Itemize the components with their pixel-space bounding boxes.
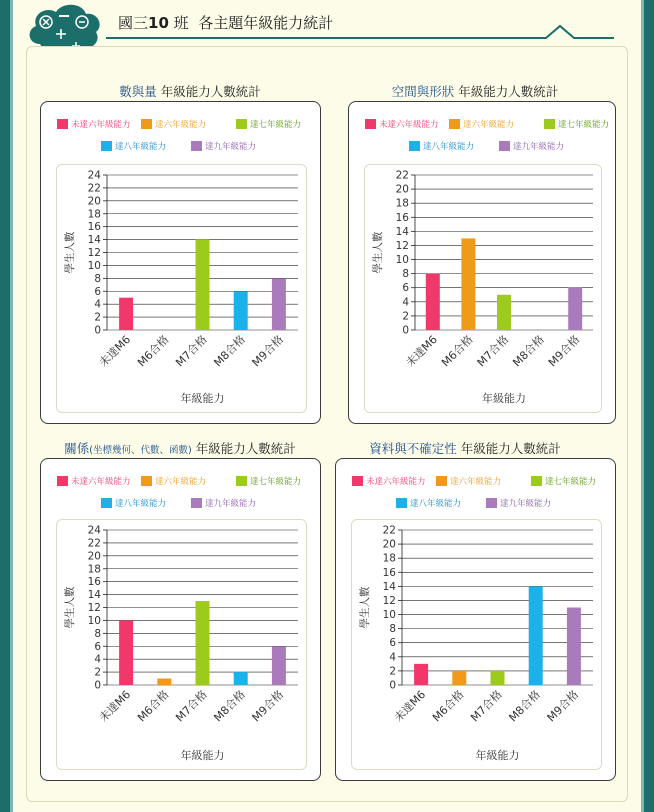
- bar: [567, 608, 581, 686]
- legend-label: 達八年級能力: [115, 499, 167, 509]
- x-tick-label: M8合格: [506, 687, 543, 725]
- legend-swatch: [141, 119, 152, 129]
- bar: [452, 671, 466, 685]
- bar: [461, 238, 475, 330]
- y-tick-label: 20: [382, 538, 396, 551]
- chart-topic-sub: (坐標幾何、代數、函數): [89, 445, 192, 456]
- legend-label: 達八年級能力: [423, 142, 475, 152]
- legend-label: 未達六年級能力: [71, 477, 131, 487]
- y-tick-label: 4: [389, 651, 396, 664]
- y-tick-label: 2: [94, 311, 101, 324]
- x-tick-label: M9合格: [544, 687, 582, 725]
- y-tick-label: 18: [395, 197, 409, 210]
- legend-label: 達八年級能力: [410, 499, 462, 509]
- legend-item: [236, 118, 301, 130]
- y-tick-label: 20: [87, 195, 101, 208]
- x-tick-label: M9合格: [249, 687, 287, 725]
- y-tick-label: 12: [382, 594, 396, 607]
- y-tick-label: 0: [389, 679, 396, 692]
- legend-item: [449, 118, 514, 130]
- legend-label: 達六年級能力: [155, 120, 207, 130]
- legend-label: 達六年級能力: [155, 477, 207, 487]
- legend-item: [531, 475, 596, 487]
- legend-label: 未達六年級能力: [379, 120, 439, 130]
- y-tick-label: 4: [402, 296, 409, 309]
- y-tick-label: 16: [395, 211, 409, 224]
- chart-title-suffix: 年級能力人數統計: [456, 441, 561, 456]
- x-tick-label: M7合格: [468, 687, 505, 725]
- bar: [196, 240, 210, 330]
- y-tick-label: 0: [402, 324, 409, 337]
- chart-title: [119, 82, 261, 100]
- y-tick-label: 14: [87, 589, 101, 602]
- legend-swatch: [352, 476, 363, 486]
- x-tick-label: 未達M6: [96, 332, 134, 370]
- chart-title-suffix: 年級能力人數統計: [191, 441, 296, 456]
- bar: [196, 601, 210, 685]
- bar: [529, 586, 543, 685]
- x-tick-label: 未達M6: [403, 332, 440, 370]
- legend-label: 達六年級能力: [450, 477, 502, 487]
- legend-item: [409, 140, 474, 152]
- y-tick-label: 22: [382, 524, 396, 537]
- y-tick-label: 18: [382, 552, 396, 565]
- chart-topic: 數與量: [119, 84, 157, 99]
- y-tick-label: 22: [87, 182, 101, 195]
- y-tick-label: 6: [389, 637, 396, 650]
- chart-topic: 資料與不確定性: [369, 441, 457, 456]
- x-tick-label: M9合格: [249, 332, 287, 370]
- bar-chart-svg: [57, 520, 306, 769]
- legend-item: [101, 140, 166, 152]
- y-tick-label: 8: [389, 623, 396, 636]
- y-tick-label: 6: [94, 285, 101, 298]
- y-tick-label: 2: [389, 665, 396, 678]
- legend-swatch: [486, 498, 497, 508]
- y-tick-label: 8: [94, 272, 101, 285]
- chart-card: [348, 101, 616, 424]
- y-tick-label: 4: [94, 653, 101, 666]
- legend-swatch: [191, 498, 202, 508]
- legend-swatch: [236, 476, 247, 486]
- x-tick-label: M7合格: [173, 332, 210, 370]
- chart-card: [40, 101, 321, 424]
- legend-label: 達七年級能力: [558, 120, 610, 130]
- chart-card: [40, 458, 321, 781]
- legend-item: [365, 118, 439, 130]
- bar: [157, 679, 171, 685]
- legend-label: 達九年級能力: [500, 499, 552, 509]
- y-tick-label: 2: [402, 310, 409, 323]
- legend-item: [191, 497, 256, 509]
- x-tick-label: M8合格: [211, 332, 248, 370]
- bar: [272, 278, 286, 330]
- bar: [491, 671, 505, 685]
- legend-label: 達八年級能力: [115, 142, 167, 152]
- y-tick-label: 10: [395, 254, 409, 267]
- legend-label: 達七年級能力: [250, 477, 302, 487]
- y-axis-label: 學生人數: [372, 231, 384, 274]
- legend-swatch: [191, 141, 202, 151]
- legend-label: 未達六年級能力: [366, 477, 426, 487]
- y-tick-label: 20: [395, 183, 409, 196]
- chart-title: [369, 439, 561, 457]
- legend-item: [236, 475, 301, 487]
- chart-title: [392, 82, 559, 100]
- x-axis-label: 年級能力: [180, 392, 225, 405]
- x-tick-label: M8合格: [211, 687, 248, 725]
- legend-swatch: [449, 119, 460, 129]
- bar: [497, 295, 511, 330]
- bar: [568, 288, 582, 330]
- x-tick-label: M6合格: [439, 332, 476, 370]
- legend-item: [499, 140, 564, 152]
- legend-item: [141, 475, 206, 487]
- legend-swatch: [57, 119, 68, 129]
- bar-chart-svg: [57, 165, 306, 412]
- legend-item: [141, 118, 206, 130]
- x-tick-label: M6合格: [135, 687, 172, 725]
- x-tick-label: M9合格: [545, 332, 583, 370]
- y-tick-label: 22: [87, 537, 101, 550]
- y-tick-label: 6: [402, 282, 409, 295]
- legend-swatch: [236, 119, 247, 129]
- y-tick-label: 24: [87, 524, 101, 537]
- legend-item: [191, 140, 256, 152]
- legend-label: 達六年級能力: [463, 120, 515, 130]
- bar: [414, 664, 428, 685]
- y-tick-label: 2: [94, 666, 101, 679]
- x-axis-label: 年級能力: [180, 749, 225, 762]
- legend-label: 達七年級能力: [545, 477, 597, 487]
- x-axis-label: 年級能力: [475, 749, 520, 762]
- y-axis-label: 學生人數: [64, 231, 76, 274]
- x-axis-label: 年級能力: [482, 392, 526, 405]
- x-tick-label: M7合格: [474, 332, 512, 370]
- y-tick-label: 14: [395, 225, 409, 238]
- legend-item: [101, 497, 166, 509]
- x-tick-label: M7合格: [173, 687, 210, 725]
- legend-label: 達九年級能力: [205, 499, 257, 509]
- legend-item: [57, 118, 131, 130]
- x-tick-label: 未達M6: [96, 687, 134, 725]
- chart-topic: 空間與形狀: [391, 84, 455, 99]
- x-tick-label: M6合格: [135, 332, 172, 370]
- legend-label: 達九年級能力: [205, 142, 257, 152]
- bar: [234, 672, 248, 685]
- y-tick-label: 10: [87, 614, 101, 627]
- legend-label: 未達六年級能力: [71, 120, 131, 130]
- chart-title-suffix: 年級能力人數統計: [454, 84, 559, 99]
- y-axis-label: 學生人數: [64, 586, 76, 629]
- x-tick-label: 未達M6: [391, 687, 429, 725]
- bar: [234, 291, 248, 330]
- page-header: [26, 0, 614, 46]
- y-tick-label: 24: [87, 169, 101, 182]
- plot-area: [351, 519, 602, 770]
- y-tick-label: 20: [87, 550, 101, 563]
- page-title: 國三10 班 各主題年級能力統計: [118, 14, 334, 32]
- chart-topic: 關係: [64, 441, 90, 456]
- legend-swatch: [409, 141, 420, 151]
- bar: [272, 646, 286, 685]
- x-tick-label: M8合格: [510, 332, 547, 370]
- y-tick-label: 8: [94, 627, 101, 640]
- legend-swatch: [101, 141, 112, 151]
- bar-chart-svg: [365, 165, 601, 412]
- y-axis-label: 學生人數: [359, 586, 371, 629]
- bar: [426, 274, 440, 330]
- legend-label: 達七年級能力: [250, 120, 302, 130]
- legend-swatch: [544, 119, 555, 129]
- chart-title-suffix: 年級能力人數統計: [156, 84, 261, 99]
- y-tick-label: 8: [402, 268, 409, 281]
- y-tick-label: 12: [87, 247, 101, 259]
- legend-item: [544, 118, 609, 130]
- legend-swatch: [436, 476, 447, 486]
- legend-swatch: [141, 476, 152, 486]
- y-tick-label: 16: [87, 576, 101, 589]
- y-tick-label: 12: [395, 239, 409, 252]
- legend-swatch: [531, 476, 542, 486]
- legend-item: [396, 497, 461, 509]
- y-tick-label: 0: [94, 679, 101, 692]
- legend-label: 達九年級能力: [513, 142, 565, 152]
- legend-item: [486, 497, 551, 509]
- bar: [119, 298, 133, 330]
- legend-swatch: [101, 498, 112, 508]
- bar: [119, 620, 133, 685]
- y-tick-label: 0: [94, 324, 101, 337]
- bar-chart-svg: [352, 520, 601, 769]
- chart-card: [335, 458, 616, 781]
- legend-item: [352, 475, 426, 487]
- y-tick-label: 6: [94, 640, 101, 653]
- y-tick-label: 16: [382, 566, 396, 579]
- plot-area: [364, 164, 602, 413]
- y-tick-label: 18: [87, 208, 101, 221]
- y-tick-label: 14: [87, 234, 101, 247]
- plot-area: [56, 164, 307, 413]
- legend-item: [57, 475, 131, 487]
- y-tick-label: 4: [94, 298, 101, 311]
- y-tick-label: 14: [382, 580, 396, 593]
- y-tick-label: 16: [87, 221, 101, 234]
- y-tick-label: 12: [87, 602, 101, 614]
- y-tick-label: 10: [382, 609, 396, 622]
- y-tick-label: 18: [87, 563, 101, 576]
- y-tick-label: 22: [395, 169, 409, 182]
- chart-title: [64, 439, 295, 457]
- plot-area: [56, 519, 307, 770]
- x-tick-label: M6合格: [430, 687, 467, 725]
- legend-item: [436, 475, 501, 487]
- y-tick-label: 10: [87, 259, 101, 272]
- legend-swatch: [57, 476, 68, 486]
- legend-swatch: [365, 119, 376, 129]
- legend-swatch: [499, 141, 510, 151]
- legend-swatch: [396, 498, 407, 508]
